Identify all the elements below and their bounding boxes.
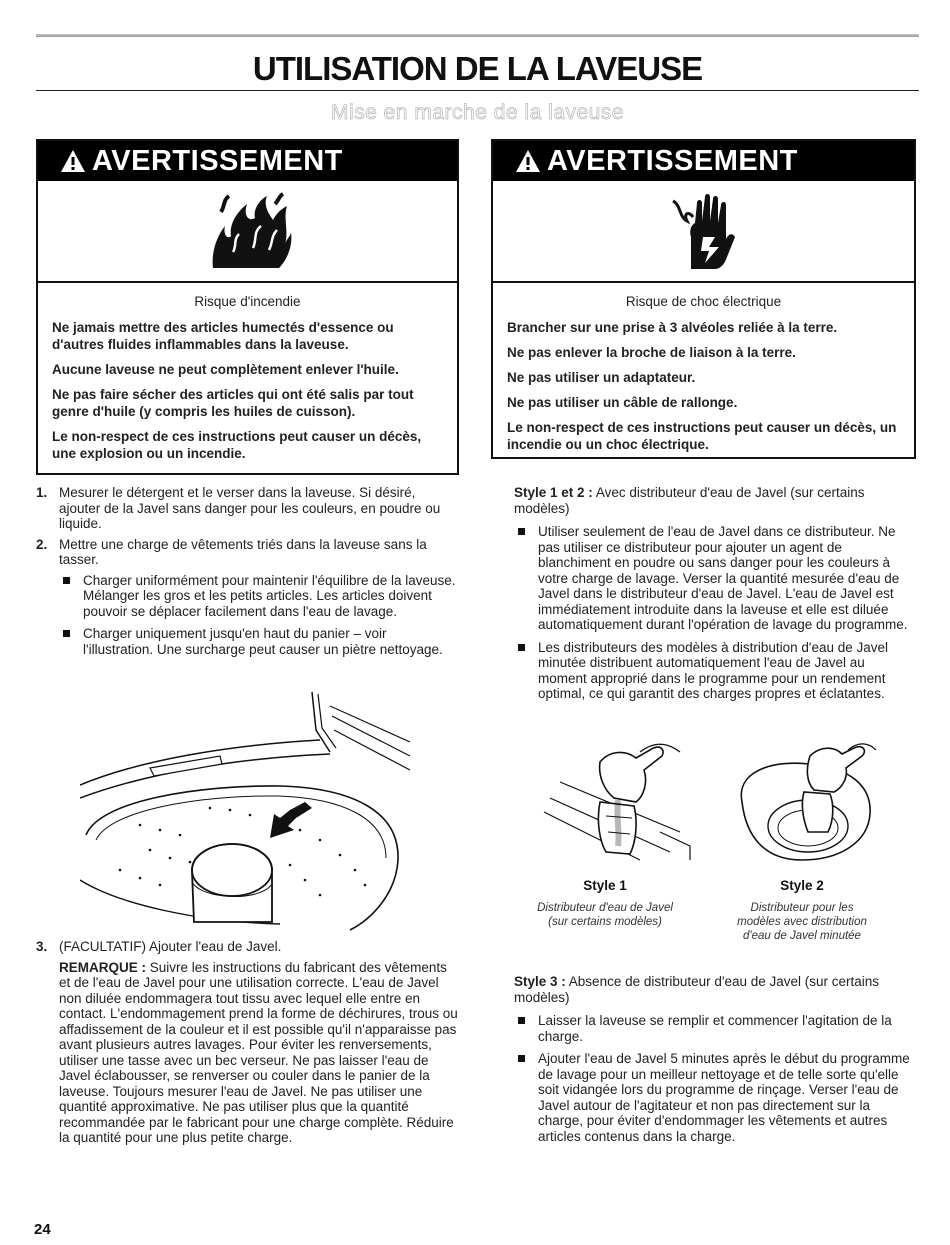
bullet-icon — [63, 577, 70, 584]
risk-title: Risque de choc électrique — [625, 294, 782, 309]
list-item — [514, 640, 916, 702]
warning-heading: AVERTISSEMENT — [92, 144, 343, 177]
style3-intro — [514, 974, 916, 1005]
style12-label: Style 1 et 2 : — [514, 485, 593, 500]
warning-line: Le non-respect de ces instructions peut causer un décès, un incendie ou un choc électrique. — [507, 420, 897, 452]
remark — [36, 960, 459, 1146]
step-3 — [36, 939, 459, 955]
shock-warning-box — [491, 139, 916, 459]
warning-line: Ne pas enlever la broche de liaison à la terre. — [507, 345, 796, 360]
warning-line: Ne pas faire sécher des articles qui ont été salis par tout genre d'huile (y compris les huiles de cuisson). — [52, 387, 414, 419]
right-column-top — [514, 485, 916, 709]
page-number: 24 — [34, 1221, 51, 1238]
warning-body — [38, 283, 457, 478]
step-text: (FACULTATIF) Ajouter l'eau de Javel. — [59, 939, 282, 954]
warning-line: Brancher sur une prise à 3 alvéoles reliée à la terre. — [507, 320, 838, 335]
page-title: UTILISATION DE LA LAVEUSE — [252, 50, 703, 87]
fig1-caption: Distributeur d'eau de Javel (sur certains modèles) — [537, 902, 673, 928]
title-rule — [36, 90, 919, 91]
remark-label: REMARQUE : — [59, 959, 146, 975]
style12-intro — [514, 485, 916, 516]
left-column-bottom — [36, 939, 459, 1146]
warning-line: Ne pas utiliser un câble de rallonge. — [507, 395, 738, 410]
fig1-title: Style 1 — [583, 878, 627, 893]
warning-line: Le non-respect de ces instructions peut causer un décès, une explosion ou un incendie. — [52, 429, 422, 461]
remark-text: Suivre les instructions du fabricant des vêtements et de l'eau de Javel pour une utilisation correcte. L'eau de Javel non diluée endommagera tout tissu avec lequel elle entre en contact. L'endommagement prend la forme de déchirures, trous ou affadissement de la couleur et il est possible qu'il n'apparaisse pas avant plusieurs autres lavages. Pour éviter les renversements, utiliser une tasse avec un bec verseur. Ne pas laisser l'eau de Javel éclabousser, se renverser ou couler dans le panier de la laveuse. Toujours mesurer l'eau de Javel. Ne pas utiliser une quantité approximative. Ne pas utiliser plus que la quantité recommandée par le fabricant pour une charge complète. Réduire la quantité pour une plus petite charge. — [59, 959, 458, 1145]
bullet-text: Les distributeurs des modèles à distribution d'eau de Javel minutée distribuent automatiquement l'eau de Javel au moment approprié dans le programme pour un rendement optimal, ce qui garantit des charges propres et éclatantes. — [538, 639, 889, 701]
left-column-top — [36, 485, 459, 664]
electric-shock-hand-icon — [669, 191, 739, 271]
step-1 — [36, 485, 459, 532]
risk-title: Risque d'incendie — [194, 294, 301, 309]
warning-header — [493, 141, 914, 181]
step-text: Mesurer le détergent et le verser dans la laveuse. Si désiré, ajouter de la Javel sans danger pour les couleurs, en poudre ou liquide. — [59, 485, 441, 531]
bullet-text: Charger uniquement jusqu'en haut du panier – voir l'illustration. Une surcharge peut causer un piètre nettoyage. — [83, 626, 443, 657]
warning-header — [38, 141, 457, 181]
warning-body — [493, 283, 914, 469]
style1-dispenser-illustration — [540, 742, 700, 862]
bullet-text: Ajouter l'eau de Javel 5 minutes après le début du programme de lavage pour un meilleur nettoyage et de telle sorte qu'elle soit vidangée lors du programme de rinçage. Verser l'eau de Javel autour de l'agitateur et non pas directement sur la charge, pour éviter d'endommager les vêtements et autres articles contenus dans la charge. — [538, 1051, 910, 1144]
top-rule — [36, 34, 919, 37]
fig2-caption: Distributeur pour les modèles avec distribution d'eau de Javel minutée — [737, 902, 867, 942]
fig2-title: Style 2 — [780, 878, 824, 893]
list-item — [514, 1051, 916, 1144]
shock-pictogram — [493, 181, 914, 283]
step-number: 3. — [36, 939, 48, 954]
bullet-text: Charger uniformément pour maintenir l'équilibre de la laveuse. Mélanger les gros et les petits articles. Les articles doivent pouvoir se déplacer facilement dans l'eau de lavage. — [83, 572, 456, 619]
list-item — [514, 1013, 916, 1044]
bullet-text: Utiliser seulement de l'eau de Javel dans ce distributeur. Ne pas utiliser ce distributeur pour ajouter un agent de blanchiment en poudre ou sans danger pour les couleurs à votre charge de lavage. Verser la quantité mesurée d'eau de Javel dans le distributeur d'eau de Javel. L'eau de Javel est immédiatement introduite dans la laveuse et elle est diluée automatiquement durant l'opération de lavage du programme. — [538, 524, 908, 632]
bullet-text: Laisser la laveuse se remplir et commencer l'agitation de la charge. — [538, 1013, 892, 1044]
warning-heading: AVERTISSEMENT — [547, 144, 798, 177]
warning-line: Ne jamais mettre des articles humectés d'essence ou d'autres fluides inflammables dans la laveuse. — [52, 320, 394, 352]
bullet-icon — [518, 644, 525, 651]
step-number: 2. — [36, 536, 48, 552]
bullet-icon — [63, 630, 70, 637]
washer-basket-illustration — [80, 690, 430, 935]
fire-icon — [203, 192, 293, 270]
style3-text: Absence de distributeur d'eau de Javel (sur certains modèles) — [514, 974, 880, 1005]
style3-label: Style 3 : — [514, 974, 566, 989]
style12-text: Avec distributeur d'eau de Javel (sur certains modèles) — [514, 485, 865, 516]
right-column-bottom — [514, 974, 916, 1151]
warning-triangle-icon — [60, 149, 86, 173]
bullet-icon — [518, 1017, 525, 1024]
section-subtitle: Mise en marche de la laveuse — [331, 101, 624, 124]
step-number: 1. — [36, 485, 48, 500]
warning-line: Aucune laveuse ne peut complètement enlever l'huile. — [52, 362, 399, 377]
warning-line: Ne pas utiliser un adaptateur. — [507, 370, 696, 385]
warning-triangle-icon — [515, 149, 541, 173]
fire-warning-box — [36, 139, 459, 475]
list-item — [59, 573, 459, 620]
step-2 — [36, 537, 459, 568]
style2-dispenser-illustration — [730, 742, 880, 862]
list-item — [514, 524, 916, 633]
fire-pictogram — [38, 181, 457, 283]
bullet-icon — [518, 528, 525, 535]
bullet-icon — [518, 1055, 525, 1062]
list-item — [59, 626, 459, 657]
step-text: Mettre une charge de vêtements triés dans la laveuse sans la tasser. — [59, 536, 427, 567]
